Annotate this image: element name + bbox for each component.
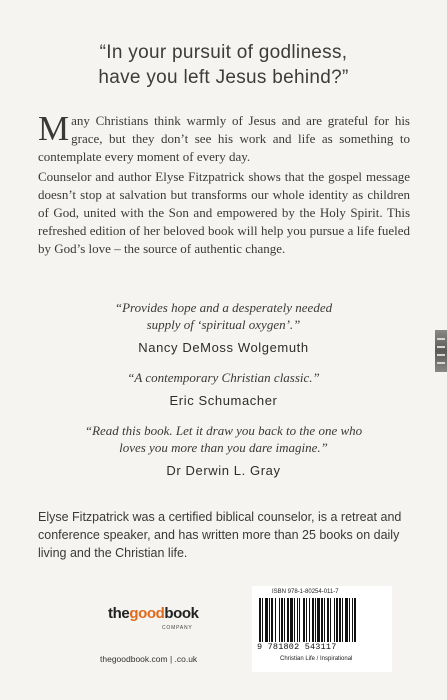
publisher-logo bbox=[108, 605, 199, 622]
logo-book: book bbox=[164, 605, 199, 622]
isbn-barcode bbox=[252, 586, 392, 672]
endorsement-quote bbox=[40, 422, 407, 456]
drop-cap: M bbox=[38, 109, 70, 148]
description-paragraph-1 bbox=[38, 109, 410, 166]
endorsement-quote-line: “Read this book. Let it draw you back to the one who bbox=[84, 423, 363, 438]
publisher-logo-company: COMPANY bbox=[162, 625, 193, 631]
barcode-bars-icon bbox=[257, 598, 387, 642]
endorsement-quote-line: “A contemporary Christian classic.” bbox=[127, 370, 320, 385]
endorsement-author: Nancy DeMoss Wolgemuth bbox=[138, 340, 309, 355]
description-paragraph-2: Counselor and author Elyse Fitzpatrick shows that the gospel message doesn’t stop at salvation but transforms our whole identity as children of God, united with the Son and empowered by the Holy Spirit. This refreshed edition of her beloved book will help you pursue a life fueled by God’s love – the source of authentic change. bbox=[38, 169, 410, 256]
endorsement-quote-line: “Provides hope and a desperately needed bbox=[114, 300, 333, 315]
book-category: Christian Life / Inspirational bbox=[280, 656, 353, 662]
endorsement bbox=[40, 299, 407, 355]
endorsement-quote bbox=[40, 369, 407, 386]
endorsement-quote bbox=[40, 299, 407, 333]
description-paragraph-1-text: any Christians think warmly of Jesus and are grateful for his grace, but they don’t see his work and life as something to contemplate every moment of every day. bbox=[38, 113, 410, 164]
endorsement-author: Eric Schumacher bbox=[169, 393, 278, 408]
headline-quote bbox=[40, 40, 407, 90]
author-bio-text: was a certified biblical counselor, is a retreat and conference speaker, and has written more than 25 books on daily living and the Christian life. bbox=[38, 510, 402, 560]
spine-edge-decoration bbox=[435, 330, 447, 372]
endorsement bbox=[40, 369, 407, 408]
author-bio bbox=[38, 508, 410, 562]
endorsement bbox=[40, 422, 407, 478]
headline-line-2: have you left Jesus behind?” bbox=[98, 67, 349, 88]
isbn-label: ISBN 978-1-80254-011-7 bbox=[272, 589, 339, 595]
logo-the: the bbox=[108, 605, 130, 622]
endorsement-quote-line: supply of ‘spiritual oxygen’.” bbox=[146, 317, 301, 332]
logo-good: good bbox=[129, 605, 165, 622]
publisher-website: thegoodbook.com | .co.uk bbox=[100, 654, 198, 664]
endorsement-author: Dr Derwin L. Gray bbox=[166, 463, 281, 478]
author-name: Elyse Fitzpatrick bbox=[38, 510, 129, 524]
barcode-digits: 9 781802 543117 bbox=[257, 642, 337, 652]
headline-line-1: “In your pursuit of godliness, bbox=[99, 42, 348, 63]
endorsement-quote-line: loves you more than you dare imagine.” bbox=[119, 440, 328, 455]
